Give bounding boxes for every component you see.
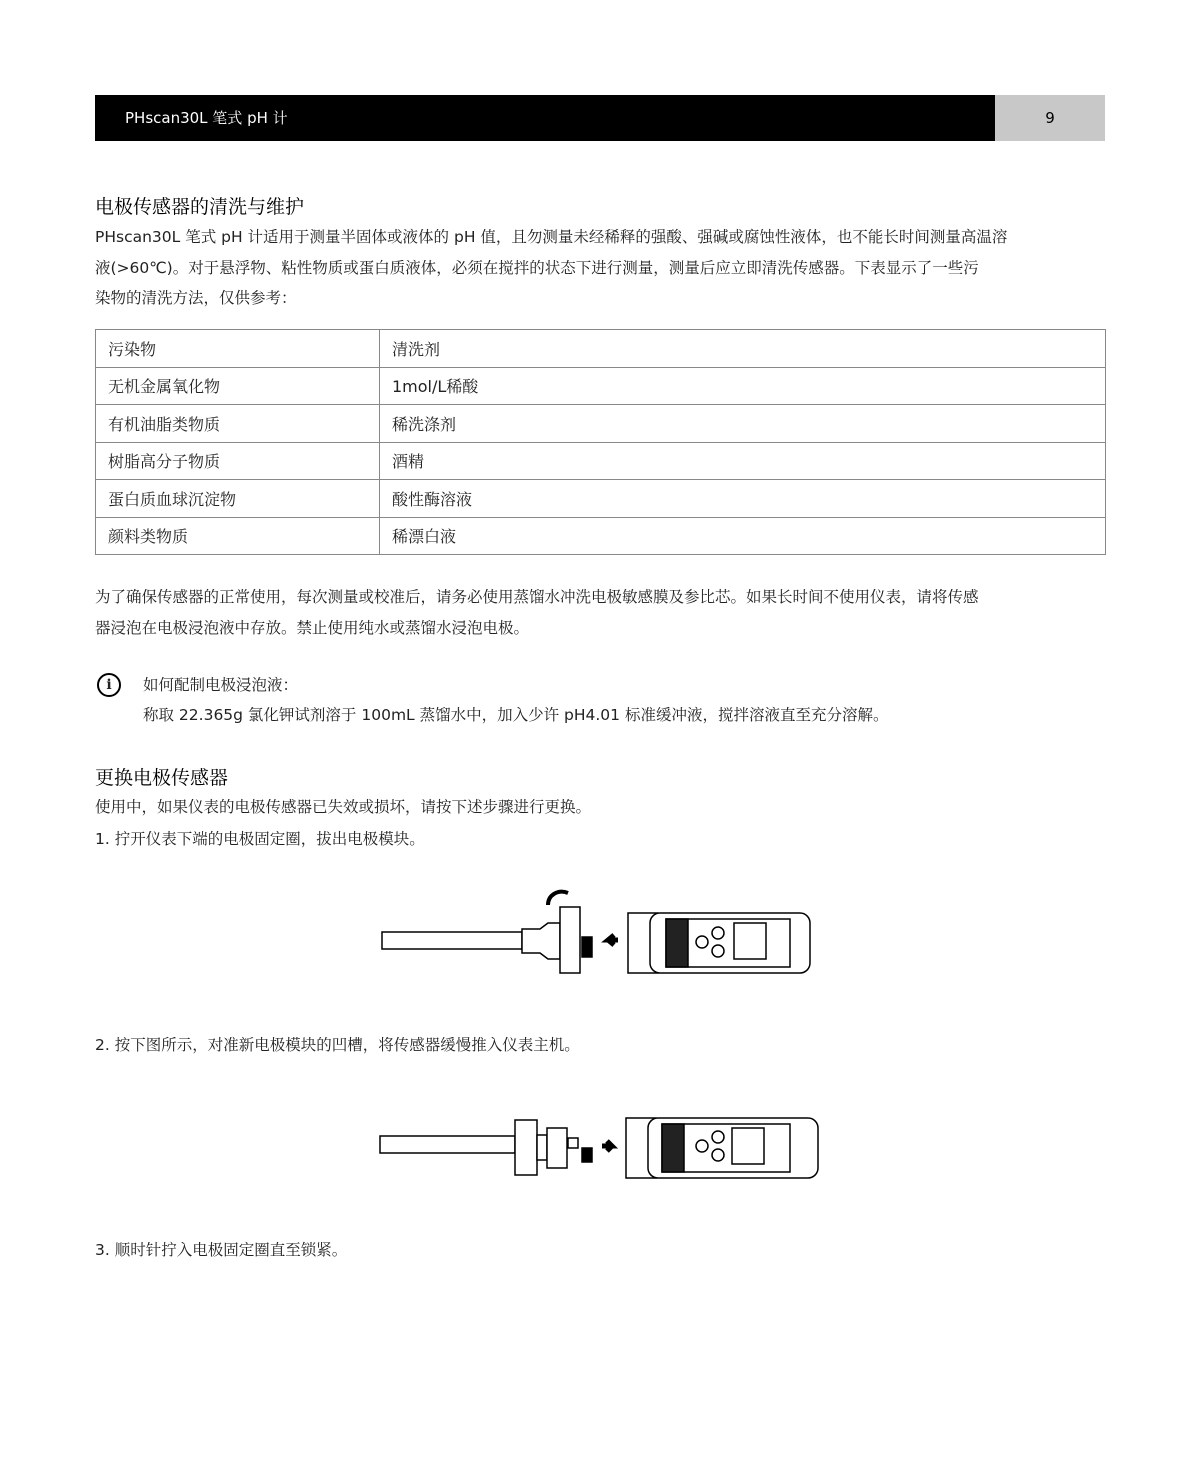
after-line: 器浸泡在电极浸泡液中存放。禁止使用纯水或蒸馏水浸泡电极。 [95, 619, 530, 637]
after-line: 为了确保传感器的正常使用，每次测量或校准后，请务必使用蒸馏水冲洗电极敏感膜及参比芯。如果长时间不使用仪表，请将传感 [95, 588, 979, 606]
note-title: 如何配制电极浸泡液： [143, 676, 299, 694]
step-3: 3. 顺时针拧入电极固定圈直至锁紧。 [95, 1241, 348, 1259]
intro-line: 液(>60℃)。对于悬浮物、粘性物质或蛋白质液体，必须在搅拌的状态下进行测量，测量后应立即清洗传感器。下表显示了一些污 [95, 259, 979, 277]
intro-line: 染物的清洗方法，仅供参考： [95, 289, 297, 307]
cell: 稀洗涤剂 [380, 405, 1106, 443]
cell: 酒精 [380, 442, 1106, 480]
step-2: 2. 按下图所示，对准新电极模块的凹槽，将传感器缓慢推入仪表主机。 [95, 1036, 580, 1054]
table-row [96, 442, 1106, 480]
table-row [96, 367, 1106, 405]
section-title-replace: 更换电极传感器 [95, 767, 229, 789]
intro-line: PHscan30L 笔式 pH 计适用于测量半固体或液体的 pH 值，且勿测量未经稀释的强酸、强碱或腐蚀性液体，也不能长时间测量高温溶 [95, 228, 1008, 246]
page-number: 9 [995, 95, 1105, 141]
table-row [96, 405, 1106, 443]
cell: 有机油脂类物质 [96, 405, 380, 443]
table-header-row [96, 330, 1106, 368]
cell: 稀漂白液 [380, 517, 1106, 555]
header-cell: 清洗剂 [380, 330, 1106, 368]
section-title-cleaning: 电极传感器的清洗与维护 [95, 196, 305, 218]
table-row [96, 517, 1106, 555]
note-text: 称取 22.365g 氯化钾试剂溶于 100mL 蒸馏水中，加入少许 pH4.01 标准缓冲液，搅拌溶液直至充分溶解。 [143, 706, 889, 724]
cell: 无机金属氧化物 [96, 367, 380, 405]
cell: 树脂高分子物质 [96, 442, 380, 480]
header-cell: 污染物 [96, 330, 380, 368]
remove-electrode-illustration [370, 885, 830, 980]
replace-intro: 使用中，如果仪表的电极传感器已失效或损坏，请按下述步骤进行更换。 [95, 798, 592, 816]
info-icon: i [97, 673, 121, 697]
cell: 1mol/L稀酸 [380, 367, 1106, 405]
cell: 酸性酶溶液 [380, 480, 1106, 518]
insert-electrode-illustration [370, 1110, 830, 1185]
table-row [96, 480, 1106, 518]
step-1: 1. 拧开仪表下端的电极固定圈，拔出电极模块。 [95, 830, 425, 848]
cell: 蛋白质血球沉淀物 [96, 480, 380, 518]
cell: 颜料类物质 [96, 517, 380, 555]
header-title: PHscan30L 笔式 pH 计 [95, 95, 995, 141]
cleaning-table [95, 329, 1106, 555]
